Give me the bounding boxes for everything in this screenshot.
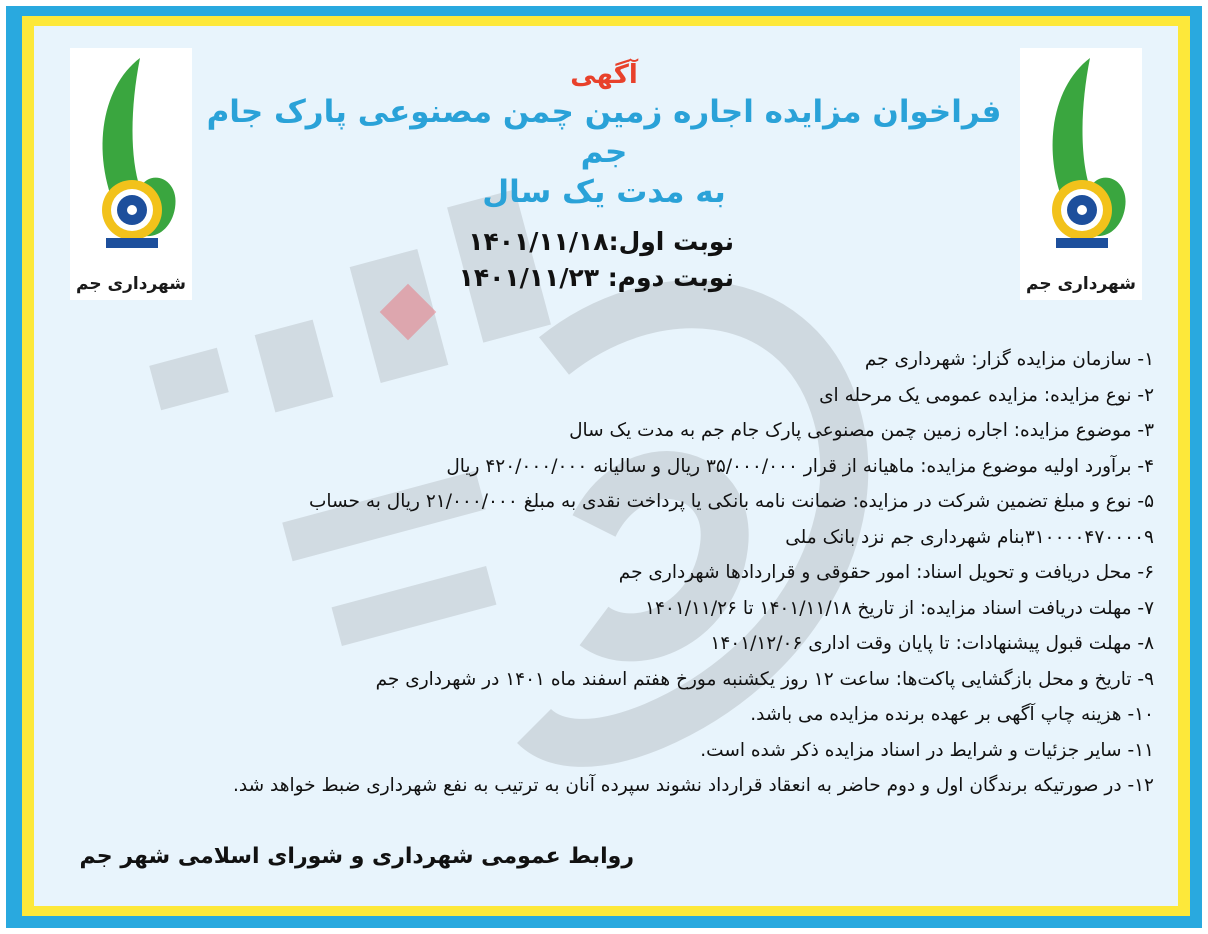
public-relations-signature: روابط عمومی شهرداری و شورای اسلامی شهر جم [79,844,634,869]
list-item: ۳۱۰۰۰۰۴۷۰۰۰۰۹بنام شهرداری جم نزد بانک ملی [785,526,1154,548]
list-item: ۱- سازمان مزایده گزار: شهرداری جم [864,349,1154,370]
list-item: ۲- نوع مزایده: مزایده عمومی یک مرحله ای [819,384,1154,406]
notice-title: فراخوان مزایده اجاره زمین چمن مصنوعی پارک جام جم [206,94,1002,170]
logo-caption: شهرداری جم [76,274,186,294]
notice-title-line2: به مدت یک سال [482,174,726,210]
first-round-date: نوبت اول:۱۴۰۱/۱۱/۱۸ [468,227,734,256]
flame-gear-emblem-icon [70,48,192,268]
notice-header [204,58,1004,212]
logo-caption: شهرداری جم [1026,274,1136,294]
list-item: ۸- مهلت قبول پیشنهادات: تا پایان وقت اداری ۱۴۰۱/۱۲/۰۶ [710,633,1154,654]
publication-rounds [414,224,734,296]
notice-label: آگهی [570,60,638,90]
list-item: ۱۲- در صورتیکه برندگان اول و دوم حاضر به انعقاد قرارداد نشوند سپرده آنان به ترتیب به نفع شهرداری ضبط خواهد شد. [233,775,1154,796]
municipality-logo-right [1020,48,1142,300]
notice-panel [34,26,1178,906]
list-item: ۷- مهلت دریافت اسناد مزایده: از تاریخ ۱۴۰۱/۱۱/۱۸ تا ۱۴۰۱/۱۱/۲۶ [645,597,1154,619]
second-round-date: نوبت دوم: ۱۴۰۱/۱۱/۲۳ [458,263,734,292]
list-item: ۶- محل دریافت و تحویل اسناد: امور حقوقی و قراردادها شهرداری جم [618,562,1154,583]
list-item: ۴- برآورد اولیه موضوع مزایده: ماهیانه از قرار ۳۵/۰۰۰/۰۰۰ ریال و سالیانه ۴۲۰/۰۰۰/۰۰۰ ریال [446,455,1154,477]
flame-gear-emblem-icon [1020,48,1142,268]
list-item: ۹- تاریخ و محل بازگشایی پاکت‌ها: ساعت ۱۲ روز یکشنبه مورخ هفتم اسفند ماه ۱۴۰۱ در شهرداری جم [375,668,1154,690]
municipality-logo-left [70,48,192,300]
list-item: ۳- موضوع مزایده: اجاره زمین چمن مصنوعی پارک جام جم به مدت یک سال [569,420,1154,441]
list-item: ۱۰- هزینه چاپ آگهی بر عهده برنده مزایده می باشد. [750,704,1154,725]
auction-terms-list [70,342,1154,804]
list-item: ۱۱- سایر جزئیات و شرایط در اسناد مزایده ذکر شده است. [700,739,1154,761]
list-item: ۵- نوع و مبلغ تضمین شرکت در مزایده: ضمانت نامه بانکی یا پرداخت نقدی به مبلغ ۲۱/۰۰۰/۰۰۰ ریال به حساب [308,491,1154,512]
